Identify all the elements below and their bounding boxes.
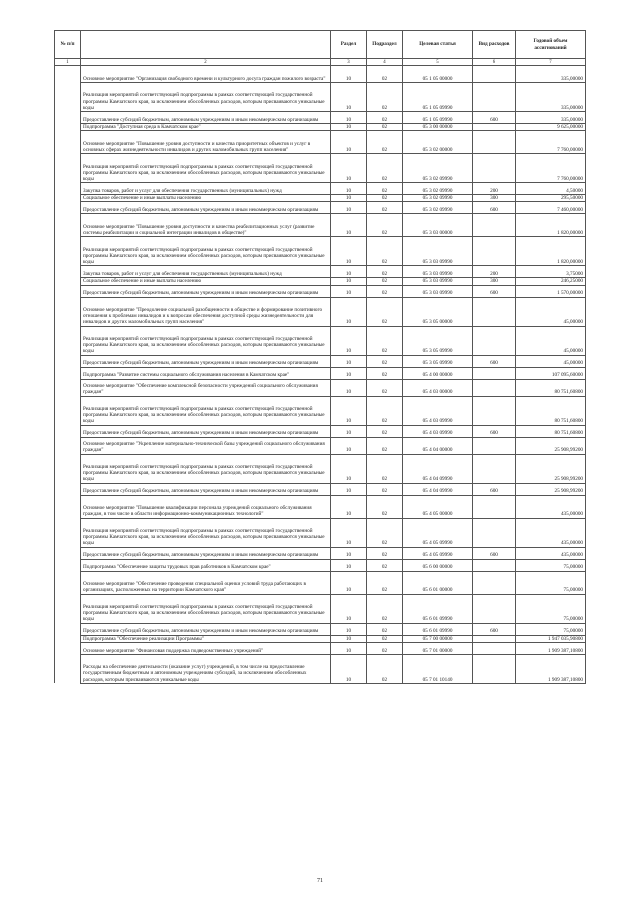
row-podrazdel: 02: [367, 278, 403, 285]
row-target-article: 05 4 04 00000: [403, 437, 473, 454]
row-target-article: 05 4 00 00000: [403, 367, 473, 379]
row-amount: 335,00000: [516, 66, 586, 83]
row-target-article: 05 4 04 09990: [403, 454, 473, 483]
table-row: [55, 326, 586, 355]
row-podrazdel: 02: [367, 285, 403, 297]
row-num-cell: [55, 183, 81, 195]
row-expense-type: [473, 214, 516, 237]
row-name: Реализация мероприятий соответствующей подпрограммы в рамках соответствующей государственной программы Камчатского края, за исключением обособленных расходов, которым присваиваются уникальные коды: [81, 396, 331, 425]
table-row: [55, 237, 586, 266]
row-expense-type: [473, 635, 516, 642]
page-number: 71: [317, 878, 323, 884]
row-name: Основное мероприятие "Повышение уровня доступности и качества приоритетных объектов и услуг в основных сферах жизнедеятельности инвалидов и других маломобильных групп населения": [81, 131, 331, 154]
row-podrazdel: 02: [367, 112, 403, 124]
header-razdel: Раздел: [331, 31, 367, 59]
row-amount: 75,00000: [516, 571, 586, 594]
row-name: Реализация мероприятий соответствующей подпрограммы в рамках соответствующей государственной программы Камчатского края, за исключением обособленных расходов, которым присваиваются уникальные коды: [81, 237, 331, 266]
row-amount: 45,00000: [516, 297, 586, 326]
row-podrazdel: 02: [367, 124, 403, 131]
row-num-cell: [55, 379, 81, 396]
row-razdel: 10: [331, 195, 367, 202]
row-name: Предоставление субсидий бюджетным, автономным учреждениям и иным некоммерческим организациям: [81, 112, 331, 124]
row-razdel: 10: [331, 623, 367, 635]
row-expense-type: 600: [473, 483, 516, 495]
row-podrazdel: 02: [367, 594, 403, 623]
row-amount: 1 820,00000: [516, 237, 586, 266]
row-num-cell: [55, 112, 81, 124]
budget-page: [54, 30, 585, 684]
row-razdel: 10: [331, 425, 367, 437]
row-expense-type: 600: [473, 355, 516, 367]
table-row: [55, 623, 586, 635]
row-amount: 435,00000: [516, 518, 586, 547]
row-podrazdel: 02: [367, 547, 403, 559]
row-podrazdel: 02: [367, 237, 403, 266]
row-expense-type: 300: [473, 195, 516, 202]
row-amount: 7 760,00000: [516, 154, 586, 183]
header-name: [81, 31, 331, 59]
row-name: Основное мероприятие "Финансовая поддержка подведомственных учреждений": [81, 642, 331, 654]
row-target-article: 05 3 02 09990: [403, 183, 473, 195]
row-expense-type: 600: [473, 202, 516, 214]
row-target-article: 05 3 00 00000: [403, 124, 473, 131]
row-razdel: 10: [331, 131, 367, 154]
table-row: [55, 379, 586, 396]
table-row: [55, 437, 586, 454]
row-podrazdel: 02: [367, 483, 403, 495]
row-amount: 75,00000: [516, 623, 586, 635]
row-razdel: 10: [331, 326, 367, 355]
row-podrazdel: 02: [367, 183, 403, 195]
row-num-cell: [55, 635, 81, 642]
row-name: Предоставление субсидий бюджетным, автономным учреждениям и иным некоммерческим организациям: [81, 425, 331, 437]
row-amount: 107 095,60000: [516, 367, 586, 379]
row-podrazdel: 02: [367, 635, 403, 642]
row-razdel: 10: [331, 355, 367, 367]
row-amount: 295,50000: [516, 195, 586, 202]
table-row: [55, 518, 586, 547]
table-row: [55, 635, 586, 642]
row-podrazdel: 02: [367, 425, 403, 437]
row-podrazdel: 02: [367, 495, 403, 518]
row-name: Расходы на обеспечение деятельности (оказание услуг) учреждений, в том числе на предоставление государственным бюджетным и автономным учреждениям субсидий, за исключением обособленных расходов, которым присваиваются уникальные коды: [81, 654, 331, 683]
row-amount: 1 820,00000: [516, 214, 586, 237]
row-target-article: 05 4 05 09990: [403, 547, 473, 559]
row-target-article: 05 4 03 09990: [403, 396, 473, 425]
column-number-row: [55, 59, 586, 66]
header-num: № п/п: [55, 31, 81, 59]
table-row: [55, 396, 586, 425]
row-amount: 7 460,00000: [516, 202, 586, 214]
row-amount: 25 908,99200: [516, 454, 586, 483]
row-target-article: 05 4 04 09990: [403, 483, 473, 495]
row-podrazdel: 02: [367, 454, 403, 483]
row-amount: 1 909 387,10800: [516, 642, 586, 654]
row-target-article: 05 4 05 00000: [403, 495, 473, 518]
row-name: Основное мероприятие "Повышение уровня доступности и качества реабилитационных услуг (развитие системы реабилитации и социальной интеграции инвалидов в обществе)": [81, 214, 331, 237]
col-number: 5: [403, 59, 473, 66]
row-razdel: 10: [331, 642, 367, 654]
row-name: Предоставление субсидий бюджетным, автономным учреждениям и иным некоммерческим организациям: [81, 623, 331, 635]
row-expense-type: [473, 559, 516, 571]
table-row: [55, 355, 586, 367]
row-podrazdel: 02: [367, 266, 403, 278]
row-amount: 435,00000: [516, 547, 586, 559]
row-name: Основное мероприятие "Организация свободного времени и культурного досуга граждан пожилого возраста": [81, 66, 331, 83]
row-name: Предоставление субсидий бюджетным, автономным учреждениям и иным некоммерческим организациям: [81, 355, 331, 367]
row-razdel: 10: [331, 571, 367, 594]
row-target-article: 05 6 00 00000: [403, 559, 473, 571]
row-target-article: 05 4 03 09990: [403, 425, 473, 437]
row-num-cell: [55, 483, 81, 495]
row-name: Подпрограмма "Обеспечение реализации Программы": [81, 635, 331, 642]
row-podrazdel: 02: [367, 214, 403, 237]
row-target-article: 05 3 02 09990: [403, 195, 473, 202]
row-target-article: 05 3 05 09990: [403, 326, 473, 355]
row-num-cell: [55, 518, 81, 547]
row-target-article: 05 7 00 00000: [403, 635, 473, 642]
row-num-cell: [55, 654, 81, 683]
row-amount: 335,00000: [516, 83, 586, 112]
row-name: Основное мероприятие "Укрепление материально-технической базы учреждений социального обслуживания граждан": [81, 437, 331, 454]
row-target-article: 05 3 03 09990: [403, 237, 473, 266]
row-expense-type: [473, 571, 516, 594]
row-num-cell: [55, 278, 81, 285]
row-num-cell: [55, 571, 81, 594]
row-podrazdel: 02: [367, 297, 403, 326]
row-amount: 45,00000: [516, 326, 586, 355]
row-num-cell: [55, 124, 81, 131]
table-header-row: [55, 31, 586, 59]
row-podrazdel: 02: [367, 571, 403, 594]
row-expense-type: [473, 642, 516, 654]
row-razdel: 10: [331, 547, 367, 559]
row-razdel: 10: [331, 594, 367, 623]
row-expense-type: 600: [473, 285, 516, 297]
row-target-article: 05 4 05 09990: [403, 518, 473, 547]
row-target-article: 05 1 05 00000: [403, 66, 473, 83]
row-expense-type: [473, 237, 516, 266]
col-number: 6: [473, 59, 516, 66]
row-target-article: 05 3 03 09990: [403, 266, 473, 278]
row-razdel: 10: [331, 367, 367, 379]
row-amount: 4,50000: [516, 183, 586, 195]
row-name: Основное мероприятие "Повышение квалификации персонала учреждений социального обслуживания граждан, в том числе в области информационно-коммуникационных технологий": [81, 495, 331, 518]
row-expense-type: [473, 437, 516, 454]
row-name: Подпрограмма "Обеспечение защиты трудовых прав работников в Камчатском крае": [81, 559, 331, 571]
table-body: [55, 66, 586, 684]
row-razdel: 10: [331, 454, 367, 483]
table-row: [55, 112, 586, 124]
row-expense-type: [473, 379, 516, 396]
row-podrazdel: 02: [367, 131, 403, 154]
row-num-cell: [55, 495, 81, 518]
row-num-cell: [55, 454, 81, 483]
row-name: Социальное обеспечение и иные выплаты населению: [81, 278, 331, 285]
row-target-article: 05 6 01 09990: [403, 623, 473, 635]
row-num-cell: [55, 326, 81, 355]
budget-table: [54, 30, 586, 684]
row-razdel: 10: [331, 297, 367, 326]
row-expense-type: [473, 297, 516, 326]
row-amount: 1 570,00000: [516, 285, 586, 297]
row-expense-type: [473, 396, 516, 425]
row-num-cell: [55, 623, 81, 635]
row-amount: 75,00000: [516, 559, 586, 571]
row-amount: 25 908,99200: [516, 483, 586, 495]
row-podrazdel: 02: [367, 154, 403, 183]
row-expense-type: [473, 154, 516, 183]
row-amount: 80 751,60800: [516, 425, 586, 437]
row-podrazdel: 02: [367, 355, 403, 367]
table-row: [55, 654, 586, 683]
row-target-article: 05 3 02 00000: [403, 131, 473, 154]
row-amount: 80 751,60800: [516, 396, 586, 425]
row-target-article: 05 7 01 00000: [403, 642, 473, 654]
row-podrazdel: 02: [367, 83, 403, 112]
table-row: [55, 285, 586, 297]
row-target-article: 05 3 03 09990: [403, 278, 473, 285]
row-amount: 1 909 387,10800: [516, 654, 586, 683]
row-expense-type: [473, 131, 516, 154]
row-razdel: 10: [331, 379, 367, 396]
row-amount: 80 751,60800: [516, 379, 586, 396]
row-amount: 7 760,00000: [516, 131, 586, 154]
row-num-cell: [55, 559, 81, 571]
row-expense-type: [473, 367, 516, 379]
row-target-article: 05 3 03 00000: [403, 214, 473, 237]
header-target-article: Целевая статья: [403, 31, 473, 59]
row-podrazdel: 02: [367, 326, 403, 355]
row-razdel: 10: [331, 278, 367, 285]
row-razdel: 10: [331, 635, 367, 642]
row-expense-type: [473, 326, 516, 355]
row-amount: 9 625,00000: [516, 124, 586, 131]
row-target-article: 05 3 05 00000: [403, 297, 473, 326]
row-num-cell: [55, 214, 81, 237]
table-row: [55, 483, 586, 495]
row-razdel: 10: [331, 124, 367, 131]
row-name: Предоставление субсидий бюджетным, автономным учреждениям и иным некоммерческим организациям: [81, 285, 331, 297]
row-name: Реализация мероприятий соответствующей подпрограммы в рамках соответствующей государственной программы Камчатского края, за исключением обособленных расходов, которым присваиваются уникальные коды: [81, 454, 331, 483]
row-name: Подпрограмма "Развитие системы социального обслуживания населения в Камчатском крае": [81, 367, 331, 379]
row-podrazdel: 02: [367, 367, 403, 379]
row-name: Основное мероприятие "Обеспечение проведения специальной оценки условий труда работающих в организациях, расположенных на территории Камчатского края": [81, 571, 331, 594]
row-razdel: 10: [331, 214, 367, 237]
row-num-cell: [55, 202, 81, 214]
row-razdel: 10: [331, 266, 367, 278]
row-name: Основное мероприятие "Преодоление социальной разобщенности в обществе и формирование позитивного отношения к проблемам инвалидов и к вопросам обеспечения доступной среды жизнедеятельности для инвалидов и других маломобильных групп населения": [81, 297, 331, 326]
row-num-cell: [55, 66, 81, 83]
table-row: [55, 66, 586, 83]
row-razdel: 10: [331, 437, 367, 454]
row-amount: 335,00000: [516, 112, 586, 124]
row-name: Предоставление субсидий бюджетным, автономным учреждениям и иным некоммерческим организациям: [81, 202, 331, 214]
col-number: 3: [331, 59, 367, 66]
header-annual-amount: Годовой объем ассигнований: [516, 31, 586, 59]
table-row: [55, 195, 586, 202]
row-num-cell: [55, 437, 81, 454]
table-row: [55, 425, 586, 437]
row-razdel: 10: [331, 66, 367, 83]
row-num-cell: [55, 594, 81, 623]
row-num-cell: [55, 83, 81, 112]
col-number: 4: [367, 59, 403, 66]
row-podrazdel: 02: [367, 437, 403, 454]
row-podrazdel: 02: [367, 518, 403, 547]
table-row: [55, 297, 586, 326]
table-row: [55, 124, 586, 131]
row-razdel: 10: [331, 202, 367, 214]
col-number: 1: [55, 59, 81, 66]
row-amount: 45,00000: [516, 355, 586, 367]
table-row: [55, 495, 586, 518]
row-expense-type: [473, 518, 516, 547]
row-amount: 1 947 035,90800: [516, 635, 586, 642]
row-expense-type: 600: [473, 623, 516, 635]
row-amount: 246,25000: [516, 278, 586, 285]
row-target-article: 05 7 01 10140: [403, 654, 473, 683]
row-expense-type: [473, 66, 516, 83]
row-expense-type: [473, 83, 516, 112]
header-expense-type: Вид расходов: [473, 31, 516, 59]
row-podrazdel: 02: [367, 642, 403, 654]
row-podrazdel: 02: [367, 195, 403, 202]
row-razdel: 10: [331, 654, 367, 683]
row-name: Подпрограмма "Доступная среда в Камчатском крае": [81, 124, 331, 131]
table-row: [55, 266, 586, 278]
table-row: [55, 202, 586, 214]
row-name: Предоставление субсидий бюджетным, автономным учреждениям и иным некоммерческим организациям: [81, 483, 331, 495]
row-num-cell: [55, 285, 81, 297]
row-podrazdel: 02: [367, 559, 403, 571]
row-expense-type: [473, 654, 516, 683]
row-expense-type: [473, 124, 516, 131]
row-razdel: 10: [331, 483, 367, 495]
row-expense-type: 600: [473, 112, 516, 124]
table-row: [55, 214, 586, 237]
row-num-cell: [55, 266, 81, 278]
table-row: [55, 454, 586, 483]
col-number: 2: [81, 59, 331, 66]
row-razdel: 10: [331, 83, 367, 112]
row-expense-type: [473, 454, 516, 483]
row-name: Закупка товаров, работ и услуг для обеспечения государственных (муниципальных) нужд: [81, 266, 331, 278]
row-name: Реализация мероприятий соответствующей подпрограммы в рамках соответствующей государственной программы Камчатского края, за исключением обособленных расходов, которым присваиваются уникальные коды: [81, 154, 331, 183]
row-expense-type: 300: [473, 278, 516, 285]
row-razdel: 10: [331, 154, 367, 183]
row-podrazdel: 02: [367, 396, 403, 425]
row-name: Закупка товаров, работ и услуг для обеспечения государственных (муниципальных) нужд: [81, 183, 331, 195]
table-row: [55, 154, 586, 183]
row-expense-type: 600: [473, 425, 516, 437]
row-num-cell: [55, 367, 81, 379]
row-name: Реализация мероприятий соответствующей подпрограммы в рамках соответствующей государственной программы Камчатского края, за исключением обособленных расходов, которым присваиваются уникальные коды: [81, 594, 331, 623]
row-num-cell: [55, 355, 81, 367]
row-name: Реализация мероприятий соответствующей подпрограммы в рамках соответствующей государственной программы Камчатского края, за исключением обособленных расходов, которым присваиваются уникальные коды: [81, 83, 331, 112]
table-row: [55, 83, 586, 112]
table-row: [55, 367, 586, 379]
row-target-article: 05 6 01 09990: [403, 594, 473, 623]
row-expense-type: [473, 495, 516, 518]
table-row: [55, 183, 586, 195]
row-target-article: 05 3 02 09990: [403, 202, 473, 214]
row-target-article: 05 6 01 00000: [403, 571, 473, 594]
table-row: [55, 571, 586, 594]
row-expense-type: 600: [473, 547, 516, 559]
row-target-article: 05 3 02 09990: [403, 154, 473, 183]
row-razdel: 10: [331, 183, 367, 195]
col-number: 7: [516, 59, 586, 66]
row-razdel: 10: [331, 112, 367, 124]
row-razdel: 10: [331, 495, 367, 518]
row-num-cell: [55, 131, 81, 154]
table-row: [55, 559, 586, 571]
row-num-cell: [55, 396, 81, 425]
row-expense-type: 200: [473, 183, 516, 195]
row-num-cell: [55, 547, 81, 559]
row-podrazdel: 02: [367, 654, 403, 683]
row-num-cell: [55, 425, 81, 437]
table-row: [55, 547, 586, 559]
row-razdel: 10: [331, 285, 367, 297]
row-podrazdel: 02: [367, 623, 403, 635]
row-name: Реализация мероприятий соответствующей подпрограммы в рамках соответствующей государственной программы Камчатского края, за исключением обособленных расходов, которым присваиваются уникальные коды: [81, 326, 331, 355]
row-razdel: 10: [331, 559, 367, 571]
row-target-article: 05 4 03 00000: [403, 379, 473, 396]
row-expense-type: 200: [473, 266, 516, 278]
header-podrazdel: Подраздел: [367, 31, 403, 59]
row-num-cell: [55, 237, 81, 266]
row-podrazdel: 02: [367, 379, 403, 396]
table-row: [55, 278, 586, 285]
row-amount: 3,75000: [516, 266, 586, 278]
row-amount: 25 908,99200: [516, 437, 586, 454]
row-amount: 75,00000: [516, 594, 586, 623]
table-row: [55, 642, 586, 654]
row-podrazdel: 02: [367, 66, 403, 83]
row-amount: 435,00000: [516, 495, 586, 518]
table-row: [55, 131, 586, 154]
row-razdel: 10: [331, 396, 367, 425]
row-name: Социальное обеспечение и иные выплаты населению: [81, 195, 331, 202]
row-podrazdel: 02: [367, 202, 403, 214]
row-razdel: 10: [331, 518, 367, 547]
row-name: Реализация мероприятий соответствующей подпрограммы в рамках соответствующей государственной программы Камчатского края, за исключением обособленных расходов, которым присваиваются уникальные коды: [81, 518, 331, 547]
row-name: Основное мероприятие "Обеспечение комплексной безопасности учреждений социального обслуживания граждан": [81, 379, 331, 396]
table-row: [55, 594, 586, 623]
row-num-cell: [55, 195, 81, 202]
row-target-article: 05 3 03 09990: [403, 285, 473, 297]
row-target-article: 05 1 05 09990: [403, 112, 473, 124]
row-expense-type: [473, 594, 516, 623]
row-target-article: 05 1 05 09990: [403, 83, 473, 112]
row-num-cell: [55, 642, 81, 654]
row-name: Предоставление субсидий бюджетным, автономным учреждениям и иным некоммерческим организациям: [81, 547, 331, 559]
row-target-article: 05 3 05 09990: [403, 355, 473, 367]
row-num-cell: [55, 154, 81, 183]
row-num-cell: [55, 297, 81, 326]
row-razdel: 10: [331, 237, 367, 266]
